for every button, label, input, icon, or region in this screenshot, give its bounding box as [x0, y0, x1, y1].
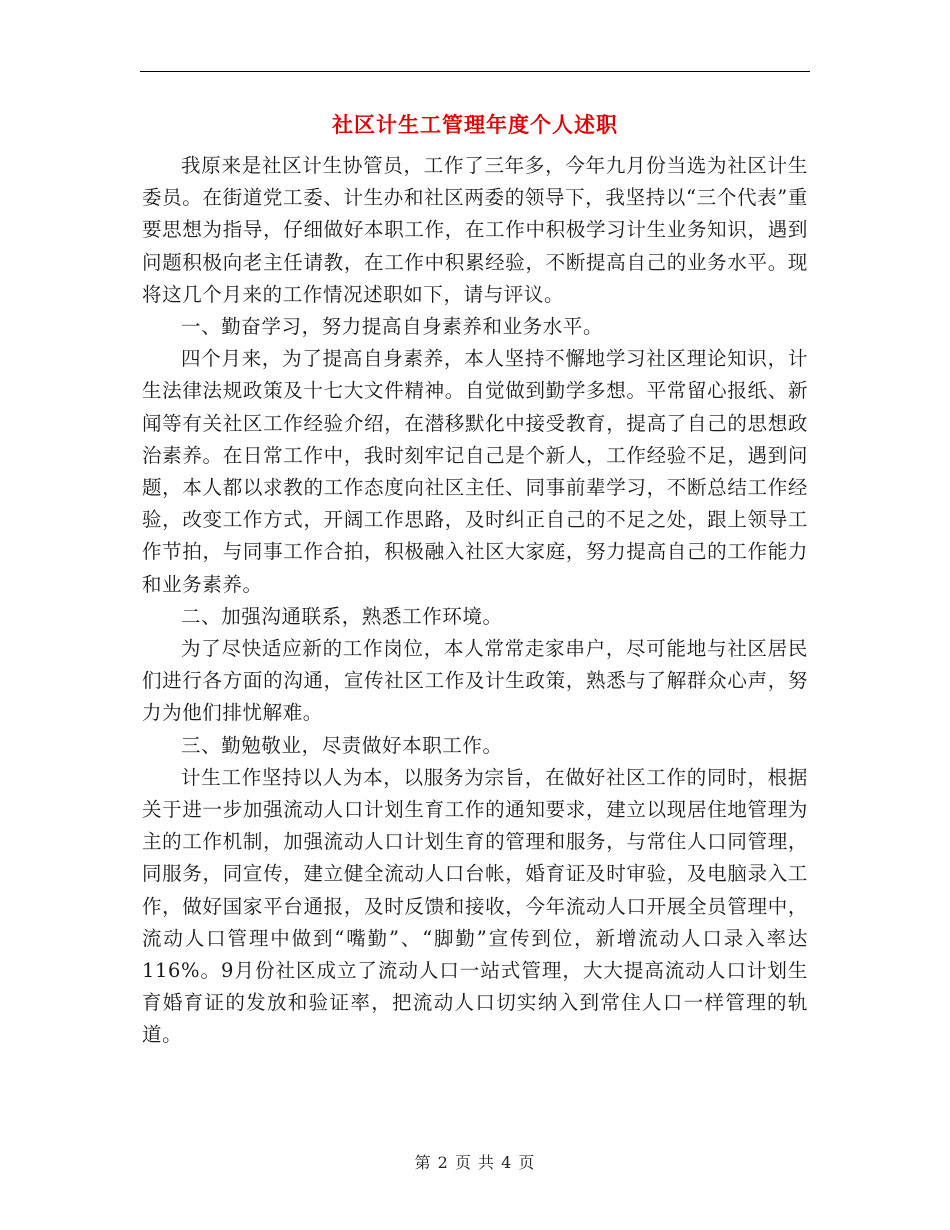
document-body: [142, 150, 808, 1052]
document-title: 社区计生工管理年度个人述职: [332, 112, 618, 137]
section-heading-1: 一、勤奋学习，努力提高自身素养和业务水平。: [181, 315, 604, 339]
section-heading-3: 三、勤勉敬业，尽责做好本职工作。: [181, 733, 503, 757]
paragraph-section-2: 为了尽快适应新的工作岗位，本人常常走家串户，尽可能地与社区居民们进行各方面的沟通，宣传社区工作及计生政策，熟悉与了解群众心声，努力为他们排忧解难。: [142, 637, 808, 725]
paragraph-section-1: 四个月来，为了提高自身素养，本人坚持不懈地学习社区理论知识，计生法律法规政策及十七大文件精神。自觉做到勤学多想。平常留心报纸、新闻等有关社区工作经验介绍，在潜移默化中接受教育，提高了自己的思想政治素养。在日常工作中，我时刻牢记自己是个新人，工作经验不足，遇到问题，本人都以求教的工作态度向社区主任、同事前辈学习，不断总结工作经验，改变工作方式，开阔工作思路，及时纠正自己的不足之处，跟上领导工作节拍，与同事工作合拍，积极融入社区大家庭，努力提高自己的工作能力和业务素养。: [142, 347, 808, 596]
paragraph-intro: 我原来是社区计生协管员，工作了三年多，今年九月份当选为社区计生委员。在街道党工委、计生办和社区两委的领导下，我坚持以“三个代表”重要思想为指导，仔细做好本职工作，在工作中积极学习计生业务知识，遇到问题积极向老主任请教，在工作中积累经验，不断提高自己的业务水平。现将这几个月来的工作情况述职如下，请与评议。: [142, 154, 808, 306]
paragraph-section-3: 计生工作坚持以人为本，以服务为宗旨，在做好社区工作的同时，根据关于进一步加强流动人口计划生育工作的通知要求，建立以现居住地管理为主的工作机制，加强流动人口计划生育的管理和服务，与常住人口同管理，同服务，同宣传，建立健全流动人口台帐，婚育证及时审验，及电脑录入工作，做好国家平台通报，及时反馈和接收，今年流动人口开展全员管理中，流动人口管理中做到“嘴勤”、“脚勤”宣传到位，新增流动人口录入率达116%。9月份社区成立了流动人口一站式管理，大大提高流动人口计划生育婚育证的发放和验证率，把流动人口切实纳入到常住人口一样管理的轨道。: [142, 765, 808, 1047]
page-number-footer: 第 2 页 共 4 页: [414, 1153, 536, 1172]
header-rule: [140, 71, 810, 72]
section-heading-2: 二、加强沟通联系，熟悉工作环境。: [181, 604, 503, 628]
